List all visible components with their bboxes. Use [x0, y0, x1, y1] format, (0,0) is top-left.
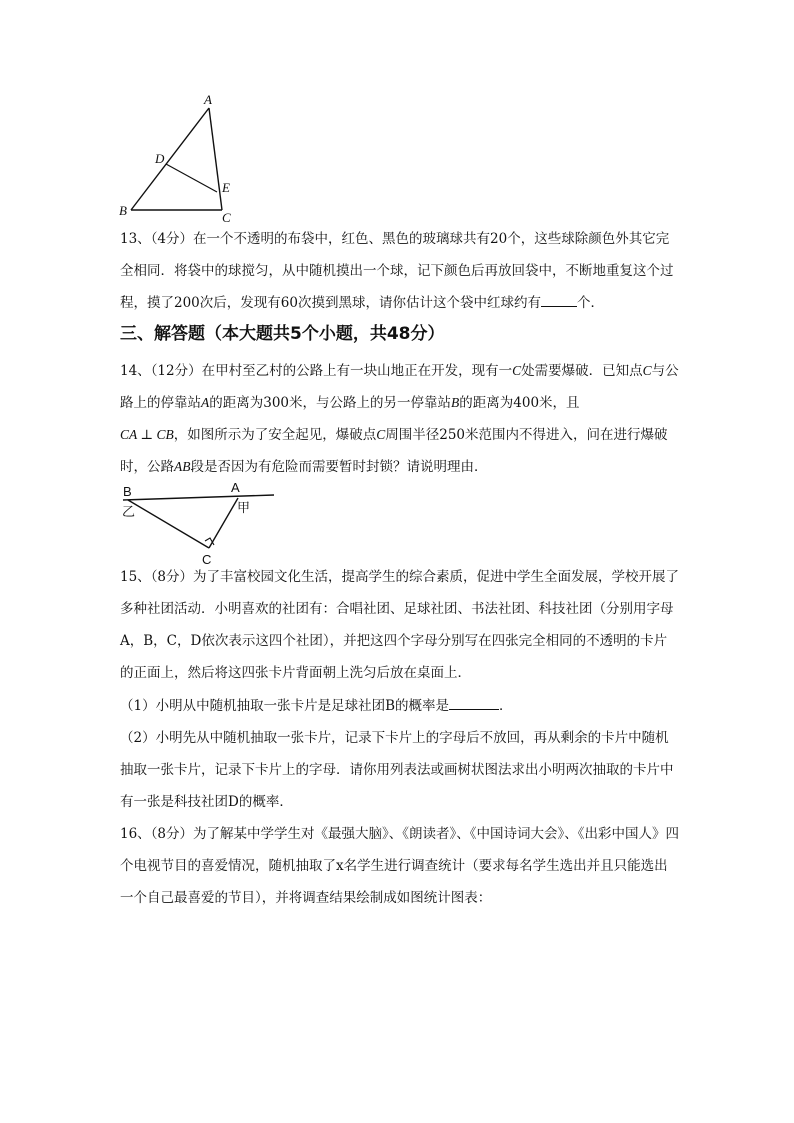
label-yi: 乙: [122, 504, 136, 519]
section-heading: 三、解答题（本大题共5个小题，共48分）: [120, 324, 445, 344]
label-b: B: [123, 484, 132, 499]
question-number: 16、: [120, 826, 151, 842]
math-var: C: [376, 427, 386, 442]
segment-de: [166, 164, 217, 192]
label-a: A: [204, 92, 212, 107]
question-text: 在甲村至乙村的公路上有一块山地正在开发，现有一: [201, 363, 513, 379]
label-a: A: [231, 480, 240, 495]
question-number: 14、: [120, 363, 151, 379]
math-expr: CA ⊥ CB: [120, 427, 174, 442]
question-text: 与公路上的停靠站: [120, 363, 679, 411]
question-text: 处需要爆破．已知点: [521, 363, 643, 379]
figure-road-blast: [118, 478, 283, 568]
label-jia: 甲: [237, 500, 251, 515]
question-score: （8分）: [150, 826, 194, 842]
question-text: 为了丰富校园文化生活，提高学生的综合素质，促进中学生全面发展，学校开展了多种社团活动．小明喜欢的社团有：合唱社团、足球社团、书法社团、科技社团（分别用字母A，B，C，D依次表示这四个社团），并把这四个字母分别写在四张完全相同的不透明的卡片的正面上，然后将这四张卡片背面朝上洗匀后放在桌面上．: [120, 569, 680, 681]
figure-triangle-dec: [110, 92, 250, 224]
question-text: 的距离为400米，且: [459, 395, 580, 411]
segment-ac: [209, 498, 238, 548]
label-c: C: [202, 552, 212, 567]
answer-blank[interactable]: [449, 695, 499, 710]
math-var: AB: [174, 459, 191, 474]
label-c: C: [222, 210, 231, 224]
side-ab: [131, 108, 209, 210]
question-text: 周围半径250米范围内不得进入，问在进行爆破时，公路: [120, 427, 668, 475]
part-text-end: ．: [499, 698, 513, 714]
question-text: 的距离为300米，与公路上的另一停靠站: [209, 395, 452, 411]
math-var: B: [451, 395, 460, 410]
part-text: （2）小明先从中随机抽取一张卡片，记录下卡片上的字母后不放回，再从剩余的卡片中随机抽取一张卡片，记录下卡片上的字母．请你用列表法或画树状图法求出小明两次抽取的卡片中有一张是科技社团D的概率．: [120, 730, 674, 810]
road-line: [123, 495, 274, 500]
math-var: C: [512, 363, 522, 378]
question-text-end: 个．: [576, 295, 604, 311]
question-15: [120, 561, 680, 689]
label-d: D: [155, 151, 165, 166]
question-text: ，如图所示为了安全起见，爆破点: [173, 427, 377, 443]
question-15-part-1: [120, 690, 680, 722]
question-number: 13、: [120, 231, 151, 247]
question-14: [120, 355, 680, 483]
answer-blank[interactable]: [541, 292, 577, 307]
side-ac: [209, 108, 222, 210]
question-16: [120, 818, 680, 914]
question-text: 段是否因为有危险而需要暂时封锁？请说明理由．: [190, 459, 488, 475]
part-text: （1）小明从中随机抽取一张卡片是足球社团B的概率是: [120, 698, 450, 714]
label-b: B: [119, 203, 127, 218]
question-score: （8分）: [150, 569, 194, 585]
question-score: （4分）: [150, 231, 194, 247]
math-var: C: [642, 363, 652, 378]
question-number: 15、: [120, 569, 151, 585]
question-text: 在一个不透明的布袋中，红色、黑色的玻璃球共有20个，这些球除颜色外其它完全相同．将袋中的球搅匀，从中随机摸出一个球，记下颜色后再放回袋中，不断地重复这个过程，摸了200次后，发现有60次摸到黑球，请你估计这个袋中红球约有: [120, 231, 674, 311]
question-13: [120, 223, 680, 319]
math-var: A: [201, 395, 210, 410]
question-text: 为了解某中学学生对《最强大脑》、《朗读者》、《中国诗词大会》、《出彩中国人》四个电视节目的喜爱情况，随机抽取了x名学生进行调查统计（要求每名学生选出并且只能选出一个自己最喜爱的节目），并将调查结果绘制成如图统计图表：: [120, 826, 680, 906]
question-score: （12分）: [150, 363, 202, 379]
segment-bc: [128, 500, 209, 548]
label-e: E: [222, 180, 230, 195]
question-15-part-2: [120, 722, 680, 818]
